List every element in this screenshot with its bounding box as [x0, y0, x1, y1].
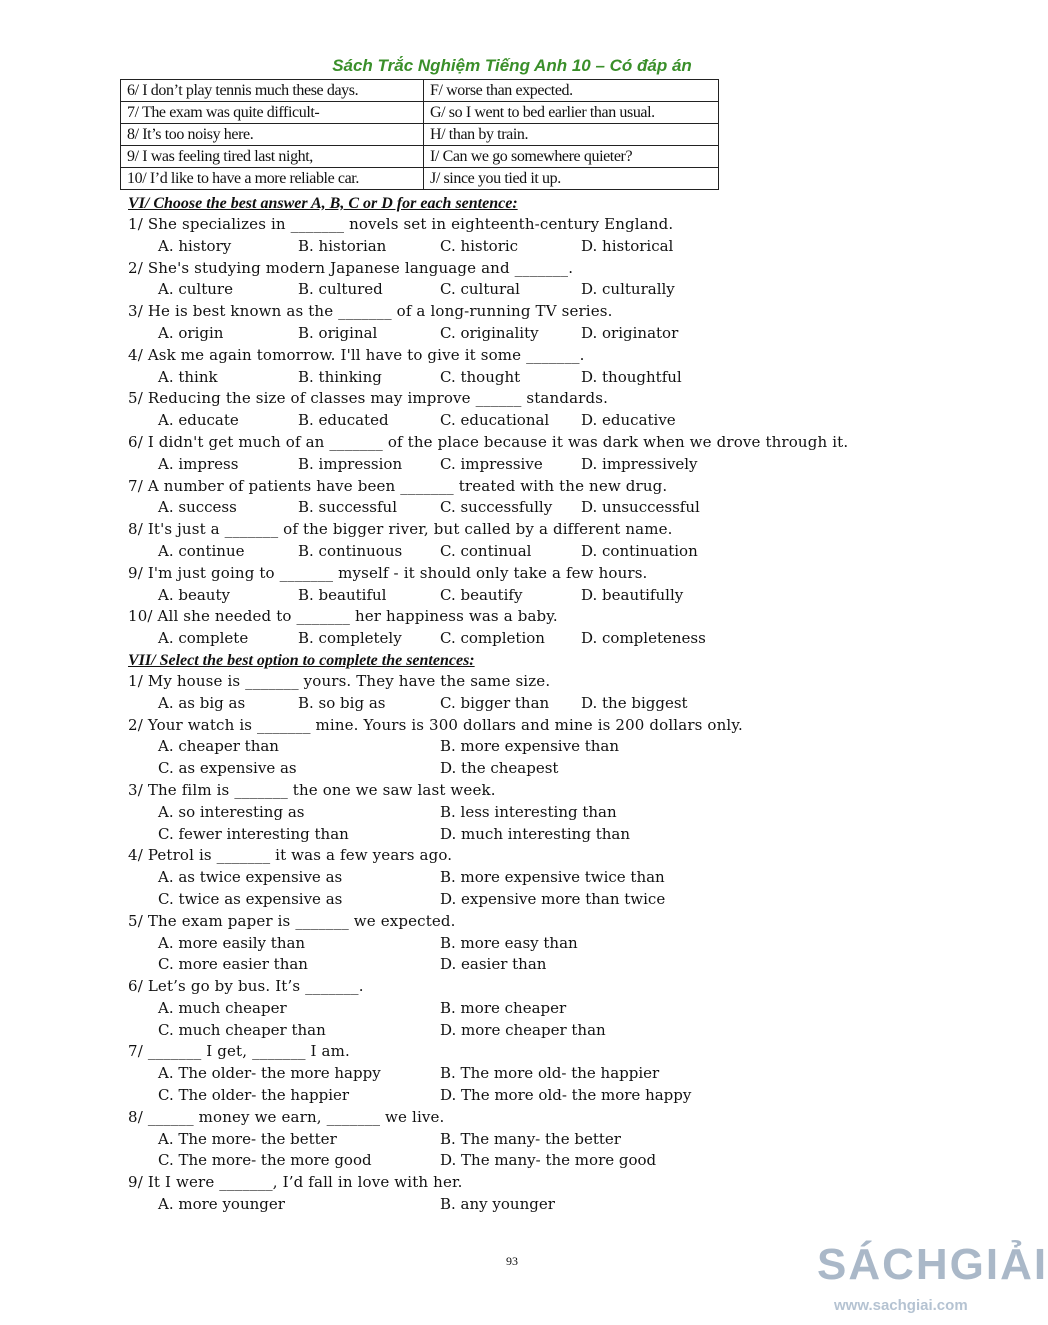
option-a[interactable]: A. so interesting as	[158, 802, 305, 821]
question-item	[128, 214, 928, 258]
watermark-logo: SÁCHGIẢI	[817, 1240, 1048, 1289]
question-text: 4/ Petrol is _______ it was a few years ago.	[128, 846, 453, 865]
table-cell-right: H/ than by train.	[424, 124, 719, 146]
question-text: 6/ Let’s go by bus. It’s _______.	[128, 977, 364, 996]
question-item	[128, 671, 928, 715]
option-a[interactable]: A. complete	[158, 629, 249, 648]
question-item	[128, 911, 928, 976]
option-b[interactable]: B. more easy than	[440, 933, 578, 952]
option-c[interactable]: C. successfully	[440, 498, 553, 517]
option-c[interactable]: C. more easier than	[158, 955, 308, 974]
option-d[interactable]: D. completeness	[581, 629, 706, 648]
option-c[interactable]: C. bigger than	[440, 693, 550, 712]
option-b[interactable]: B. more expensive twice than	[440, 868, 665, 887]
section-6-questions	[128, 214, 928, 650]
answer-options	[128, 279, 928, 301]
option-b[interactable]: B. The more old- the happier	[440, 1064, 660, 1083]
option-d[interactable]: D. The more old- the more happy	[440, 1086, 692, 1105]
option-b[interactable]: B. educated	[298, 411, 389, 430]
answer-options	[128, 585, 928, 607]
option-d[interactable]: D. the cheapest	[440, 759, 559, 778]
question-item	[128, 476, 928, 520]
option-b[interactable]: B. so big as	[298, 693, 386, 712]
option-b[interactable]: B. less interesting than	[440, 802, 617, 821]
option-a[interactable]: A. much cheaper	[158, 998, 287, 1017]
question-item	[128, 1107, 928, 1172]
question-text: 2/ Your watch is _______ mine. Yours is 300 dollars and mine is 200 dollars only.	[128, 715, 743, 734]
answer-options	[128, 1063, 928, 1085]
option-a[interactable]: A. success	[158, 498, 237, 517]
question-item	[128, 780, 928, 845]
question-item	[128, 1172, 928, 1216]
answer-options	[128, 867, 928, 889]
option-c[interactable]: C. historic	[440, 236, 519, 255]
table-cell-left: 9/ I was feeling tired last night,	[121, 146, 424, 168]
table-row	[121, 146, 719, 168]
question-item	[128, 976, 928, 1041]
question-text: 1/ She specializes in _______ novels set in eighteenth-century England.	[128, 215, 674, 233]
option-c[interactable]: C. much cheaper than	[158, 1020, 326, 1039]
question-item	[128, 258, 928, 302]
page-number: 93	[506, 1254, 518, 1268]
table-cell-left: 8/ It’s too noisy here.	[121, 124, 424, 146]
option-a[interactable]: A. impress	[158, 454, 239, 473]
option-a[interactable]: A. The more- the better	[158, 1129, 337, 1148]
option-d[interactable]: D. impressively	[581, 454, 698, 473]
section-7-title: VII/ Select the best option to complete the sentences:	[128, 651, 475, 669]
option-a[interactable]: A. continue	[158, 541, 245, 560]
table-row	[121, 102, 719, 124]
option-b[interactable]: B. any younger	[440, 1195, 555, 1214]
question-item	[128, 606, 928, 650]
option-b[interactable]: B. cultured	[298, 280, 383, 299]
option-d[interactable]: D. expensive more than twice	[440, 889, 666, 908]
answer-options	[128, 758, 928, 780]
question-text: 3/ The film is _______ the one we saw last week.	[128, 780, 496, 799]
answer-options	[128, 693, 928, 715]
question-item	[128, 388, 928, 432]
answer-options	[128, 1020, 928, 1042]
page-title: Sách Trắc Nghiệm Tiếng Anh 10 – Có đáp án	[332, 56, 692, 75]
answer-options	[128, 824, 928, 846]
option-b[interactable]: B. more cheaper	[440, 998, 567, 1017]
answer-options	[128, 889, 928, 911]
question-text: 2/ She's studying modern Japanese language and _______.	[128, 258, 574, 277]
question-text: 6/ I didn't get much of an _______ of the place because it was dark when we drove through it.	[128, 432, 849, 451]
option-c[interactable]: C. educational	[440, 411, 550, 430]
option-c[interactable]: C. twice as expensive as	[158, 889, 343, 908]
answer-options	[128, 736, 928, 758]
table-cell-right: F/ worse than expected.	[424, 80, 719, 102]
option-d[interactable]: D. historical	[581, 236, 674, 255]
exercise-content	[128, 193, 928, 1216]
answer-options	[128, 933, 928, 955]
answer-options	[128, 410, 928, 432]
question-text: 7/ A number of patients have been _______ treated with the new drug.	[128, 476, 668, 495]
option-a[interactable]: A. as twice expensive as	[158, 868, 343, 887]
question-item	[128, 1041, 928, 1106]
option-d[interactable]: D. the biggest	[581, 693, 688, 712]
question-item	[128, 519, 928, 563]
question-item	[128, 432, 928, 476]
option-c[interactable]: C. cultural	[440, 280, 520, 299]
option-d[interactable]: D. The many- the more good	[440, 1151, 657, 1170]
option-b[interactable]: B. thinking	[298, 367, 382, 386]
option-b[interactable]: B. beautiful	[298, 585, 387, 604]
table-cell-left: 6/ I don’t play tennis much these days.	[121, 80, 424, 102]
option-a[interactable]: A. culture	[158, 280, 233, 299]
answer-options	[128, 954, 928, 976]
option-a[interactable]: A. history	[158, 236, 232, 255]
question-text: 4/ Ask me again tomorrow. I'll have to give it some _______.	[128, 345, 585, 364]
answer-options	[128, 323, 928, 345]
answer-options	[128, 1085, 928, 1107]
question-text: 7/ _______ I get, _______ I am.	[128, 1042, 350, 1061]
option-d[interactable]: D. educative	[581, 411, 676, 430]
table-cell-right: G/ so I went to bed earlier than usual.	[424, 102, 719, 124]
table-row	[121, 80, 719, 102]
option-b[interactable]: B. completely	[298, 629, 402, 648]
option-c[interactable]: C. The more- the more good	[158, 1151, 372, 1170]
section-7-questions	[128, 715, 928, 1173]
answer-options	[128, 541, 928, 563]
option-c[interactable]: C. fewer interesting than	[158, 824, 349, 843]
table-cell-right: J/ since you tied it up.	[424, 168, 719, 190]
question-item	[128, 715, 928, 780]
answer-options	[128, 1129, 928, 1151]
table-cell-left: 7/ The exam was quite difficult-	[121, 102, 424, 124]
option-c[interactable]: C. beautify	[440, 585, 523, 604]
question-text: 1/ My house is _______ yours. They have the same size.	[128, 671, 551, 690]
section-6-title: VI/ Choose the best answer A, B, C or D for each sentence:	[128, 195, 518, 212]
option-d[interactable]: D. originator	[581, 323, 679, 342]
option-a[interactable]: A. origin	[158, 323, 224, 342]
option-d[interactable]: D. more cheaper than	[440, 1020, 606, 1039]
answer-options	[128, 1150, 928, 1172]
option-c[interactable]: C. The older- the happier	[158, 1086, 350, 1105]
option-a[interactable]: A. as big as	[158, 693, 246, 712]
answer-options	[128, 628, 928, 650]
question-text: 3/ He is best known as the _______ of a long-running TV series.	[128, 302, 613, 321]
option-a[interactable]: A. more younger	[158, 1195, 285, 1214]
option-c[interactable]: C. impressive	[440, 454, 543, 473]
option-b[interactable]: B. The many- the better	[440, 1129, 621, 1148]
option-c[interactable]: C. completion	[440, 629, 545, 648]
option-d[interactable]: D. beautifully	[581, 585, 684, 604]
option-b[interactable]: B. successful	[298, 498, 398, 517]
table-cell-right: I/ Can we go somewhere quieter?	[424, 146, 719, 168]
question-text: 10/ All she needed to _______ her happiness was a baby.	[128, 607, 558, 626]
answer-options	[128, 367, 928, 389]
answer-options	[128, 497, 928, 519]
option-a[interactable]: A. more easily than	[158, 933, 306, 952]
answer-options	[128, 236, 928, 258]
option-c[interactable]: C. continual	[440, 541, 532, 560]
option-d[interactable]: D. easier than	[440, 955, 547, 974]
table-row	[121, 124, 719, 146]
option-b[interactable]: B. impression	[298, 454, 403, 473]
question-text: 5/ The exam paper is _______ we expected.	[128, 911, 456, 930]
option-a[interactable]: A. cheaper than	[158, 737, 279, 756]
option-c[interactable]: C. thought	[440, 367, 521, 386]
answer-options	[128, 1194, 928, 1216]
answer-options	[128, 998, 928, 1020]
option-b[interactable]: B. historian	[298, 236, 387, 255]
question-item	[128, 845, 928, 910]
watermark-url: www.sachgiai.com	[834, 1297, 968, 1314]
question-item	[128, 563, 928, 607]
option-c[interactable]: C. originality	[440, 323, 539, 342]
question-text: 9/ I'm just going to _______ myself - it should only take a few hours.	[128, 563, 648, 582]
question-text: 8/ It's just a _______ of the bigger river, but called by a different name.	[128, 520, 673, 539]
option-c[interactable]: C. as expensive as	[158, 759, 297, 778]
table-row	[121, 168, 719, 190]
question-item	[128, 345, 928, 389]
option-a[interactable]: A. educate	[158, 411, 239, 430]
option-d[interactable]: D. continuation	[581, 541, 698, 560]
answer-options	[128, 454, 928, 476]
answer-options	[128, 802, 928, 824]
option-d[interactable]: D. unsuccessful	[581, 498, 700, 517]
option-d[interactable]: D. thoughtful	[581, 367, 682, 386]
question-text: 9/ It I were _______, I’d fall in love with her.	[128, 1173, 463, 1192]
question-item	[128, 301, 928, 345]
option-b[interactable]: B. original	[298, 323, 378, 342]
option-a[interactable]: A. The older- the more happy	[158, 1064, 381, 1083]
table-cell-left: 10/ I’d like to have a more reliable car.	[121, 168, 424, 190]
question-text: 5/ Reducing the size of classes may improve ______ standards.	[128, 389, 609, 408]
question-text: 8/ ______ money we earn, _______ we live.	[128, 1107, 445, 1126]
option-b[interactable]: B. continuous	[298, 541, 403, 560]
option-b[interactable]: B. more expensive than	[440, 737, 620, 756]
option-a[interactable]: A. beauty	[158, 585, 230, 604]
option-d[interactable]: D. culturally	[581, 280, 675, 299]
option-a[interactable]: A. think	[158, 367, 218, 386]
matching-table	[120, 79, 719, 190]
option-d[interactable]: D. much interesting than	[440, 824, 630, 843]
